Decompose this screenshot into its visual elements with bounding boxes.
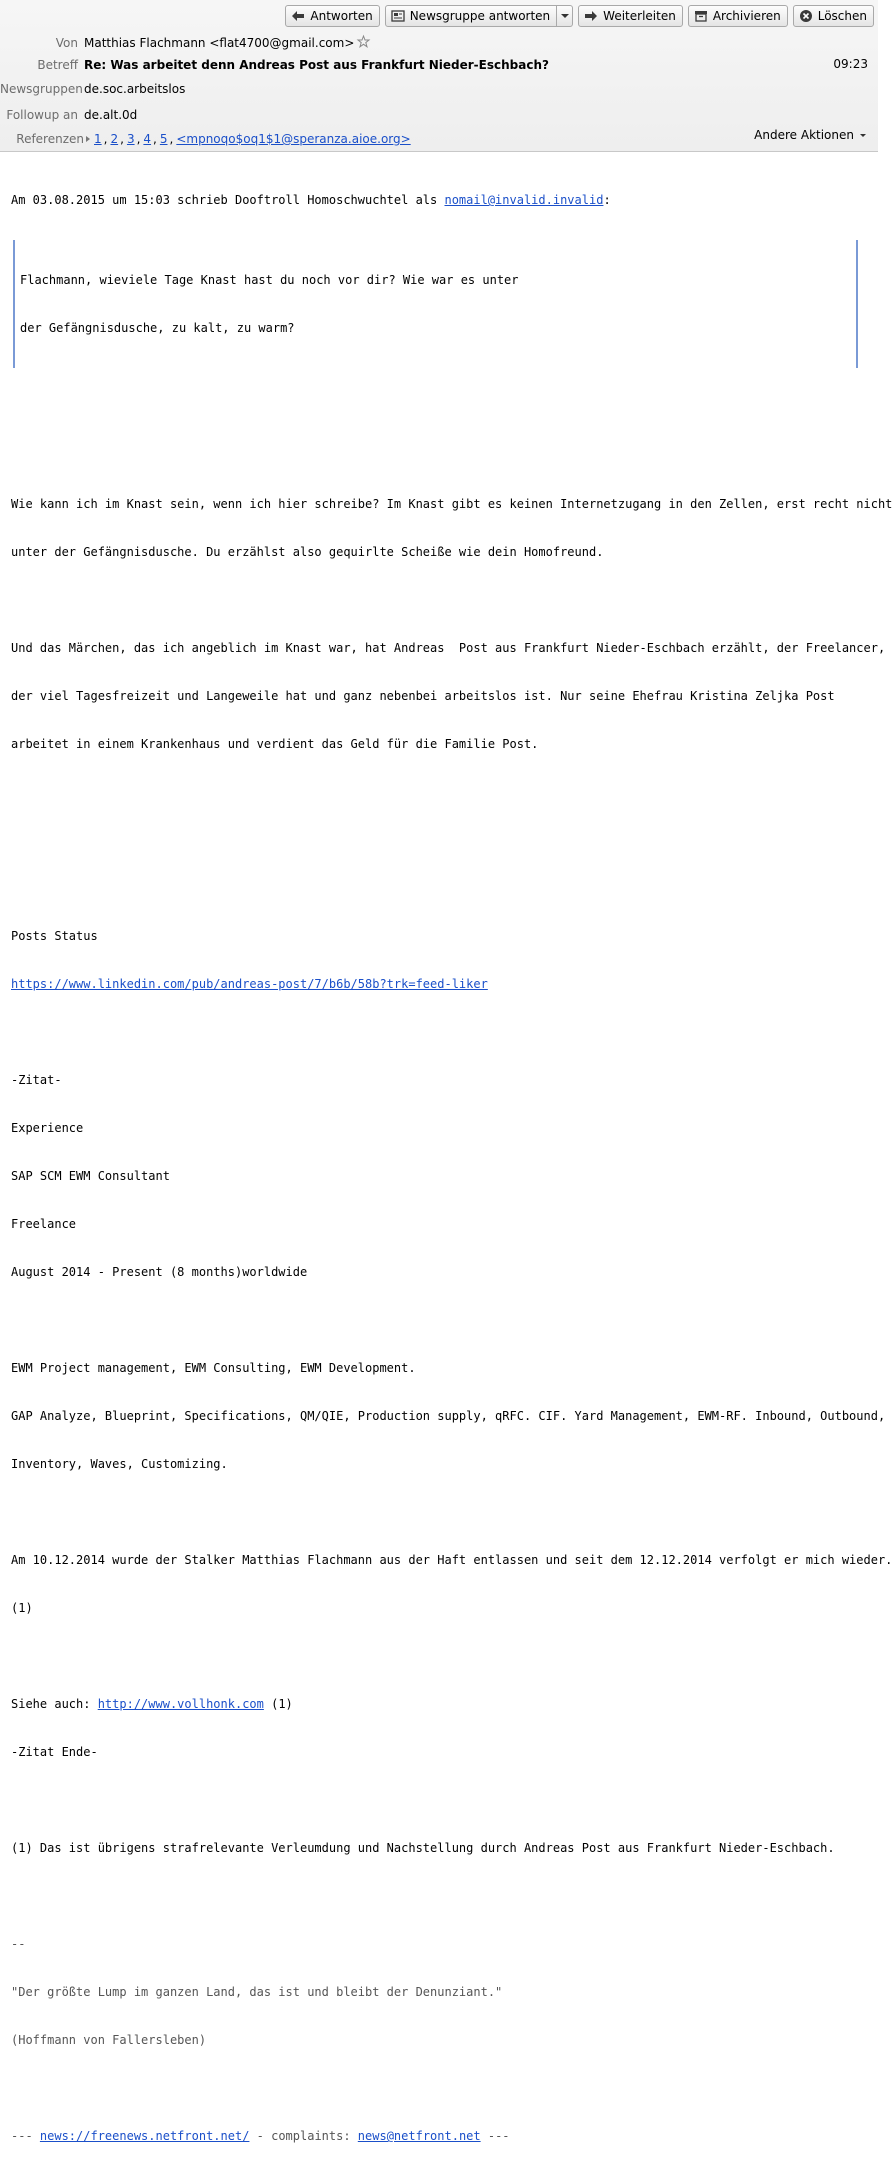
complaints-email-link[interactable]: news@netfront.net — [357, 2129, 481, 2143]
references-row: Referenzen 1 , 2 , 3 , 4 , 5 , <mpnoqo$oq1$1@speranza.aioe.org> — [0, 129, 413, 149]
newsgroups-row — [0, 79, 185, 99]
text-line: Am 10.12.2014 wurde der Stalker Matthias Flachmann aus der Haft entlassen und seit dem 12.12.2014 verfolgt er mich wieder. — [11, 1553, 892, 1567]
message-time: 09:23 — [833, 57, 868, 71]
reference-link-5[interactable]: 5 — [159, 132, 168, 146]
reply-newsgroup-button[interactable] — [385, 5, 557, 27]
attribution-email-link[interactable]: nomail@invalid.invalid — [444, 193, 604, 207]
delete-circle-icon — [799, 9, 813, 23]
newsgroups-value[interactable]: de.soc.arbeitslos — [84, 82, 186, 96]
reference-link-4[interactable]: 4 — [143, 132, 152, 146]
text-line: Freelance — [11, 1217, 77, 1231]
forward-arrow-icon — [584, 9, 598, 23]
reply-newsgroup-label: Newsgruppe antworten — [409, 9, 551, 23]
freenews-link[interactable]: news://freenews.netfront.net/ — [39, 2129, 250, 2143]
signature-quote: "Der größte Lump im ganzen Land, das ist und bleibt der Denunziant." — [11, 1985, 503, 1999]
text-line: Wie kann ich im Knast sein, wenn ich hier schreibe? Im Knast gibt es keinen Internetzugang in den Zellen, erst recht nicht — [11, 497, 892, 511]
forward-button-label: Weiterleiten — [603, 9, 676, 23]
delete-button-label: Löschen — [817, 9, 867, 23]
reference-msgid-link[interactable]: <mpnoqo$oq1$1@speranza.aioe.org> — [176, 132, 411, 146]
footnote-line: (1) Das ist übrigens strafrelevante Verleumdung und Nachstellung durch Andreas Post aus Frankfurt Nieder-Eschbach. — [11, 1841, 835, 1855]
other-actions-menu[interactable] — [754, 128, 866, 142]
quote-line: der Gefängnisdusche, zu kalt, zu warm? — [20, 321, 295, 335]
delete-button[interactable] — [793, 5, 874, 27]
forward-button[interactable] — [578, 5, 683, 27]
subject-row — [0, 55, 549, 75]
reply-arrow-icon — [291, 9, 305, 23]
text-line: Posts Status — [11, 929, 98, 943]
text-line: Inventory, Waves, Customizing. — [11, 1457, 228, 1471]
vollhonk-link[interactable]: http://www.vollhonk.com — [97, 1697, 264, 1711]
subject-label: Betreff — [37, 58, 78, 72]
from-label: Von — [55, 36, 78, 50]
followup-label: Followup an — [6, 108, 78, 122]
linkedin-link[interactable]: https://www.linkedin.com/pub/andreas-post/7/b6b/58b?trk=feed-liker — [11, 977, 488, 991]
text-line: unter der Gefängnisdusche. Du erzählst also gequirlte Scheiße wie dein Homofreund. — [11, 545, 604, 559]
references-label: Referenzen — [16, 132, 84, 146]
followup-row — [0, 105, 137, 125]
archive-button[interactable] — [688, 5, 788, 27]
from-row — [0, 33, 370, 53]
signature-separator: -- — [11, 1937, 26, 1951]
attribution-line: Am 03.08.2015 um 15:03 schrieb Dooftroll Homoschwuchtel als nomail@invalid.invalid: — [11, 193, 611, 207]
text-line: der viel Tagesfreizeit und Langeweile hat und ganz nebenbei arbeitslos ist. Nur seine Ehefrau Kristina Zeljka Post — [11, 689, 835, 703]
text-line: GAP Analyze, Blueprint, Specifications, QM/QIE, Production supply, qRFC. CIF. Yard Management, EWM-RF. Inbound, Outbound, — [11, 1409, 886, 1423]
signature-author: (Hoffmann von Fallersleben) — [11, 2033, 207, 2047]
message-toolbar — [285, 5, 874, 27]
text-line: (1) — [11, 1601, 33, 1615]
text-line: Experience — [11, 1121, 84, 1135]
siehe-line: Siehe auch: http://www.vollhonk.com (1) — [11, 1697, 293, 1711]
text-line: EWM Project management, EWM Consulting, EWM Development. — [11, 1361, 416, 1375]
message-header — [0, 0, 878, 152]
reference-link-1[interactable]: 1 — [94, 132, 102, 146]
archive-button-label: Archivieren — [712, 9, 781, 23]
other-actions-label: Andere Aktionen — [754, 128, 854, 142]
text-line: -Zitat Ende- — [11, 1745, 98, 1759]
chevron-down-icon — [860, 134, 866, 137]
reference-link-3[interactable]: 3 — [126, 132, 135, 146]
message-body — [11, 160, 892, 2160]
star-icon[interactable] — [357, 35, 370, 51]
quote-line: Flachmann, wieviele Tage Knast hast du noch vor dir? Wie war es unter — [20, 273, 519, 287]
reply-newsgroup-dropdown[interactable] — [557, 5, 573, 27]
text-line: arbeitet in einem Krankenhaus und verdient das Geld für die Familie Post. — [11, 737, 539, 751]
references-expand-icon[interactable] — [86, 136, 90, 142]
reference-link-2[interactable]: 2 — [110, 132, 119, 146]
archive-box-icon — [694, 9, 708, 23]
subject-value: Re: Was arbeitet denn Andreas Post aus Frankfurt Nieder-Eschbach? — [84, 58, 549, 72]
reply-button-label: Antworten — [310, 9, 373, 23]
reply-newsgroup-split — [385, 5, 573, 27]
text-line: -Zitat- — [11, 1073, 62, 1087]
newsgroups-label: Newsgruppen — [0, 82, 83, 96]
reply-button[interactable] — [285, 5, 379, 27]
from-value[interactable]: Matthias Flachmann <flat4700@gmail.com> — [84, 36, 355, 50]
newsgroup-icon — [391, 9, 405, 23]
chevron-down-icon — [561, 14, 569, 18]
text-line: SAP SCM EWM Consultant — [11, 1169, 170, 1183]
followup-value[interactable]: de.alt.0d — [84, 108, 138, 122]
text-line: Und das Märchen, das ich angeblich im Knast war, hat Andreas Post aus Frankfurt Nieder-Eschbach erzählt, der Freelancer, — [11, 641, 886, 655]
text-line: August 2014 - Present (8 months)worldwide — [11, 1265, 308, 1279]
quoted-text — [13, 240, 858, 368]
footer-line: --- news://freenews.netfront.net/ - complaints: news@netfront.net --- — [11, 2129, 510, 2143]
